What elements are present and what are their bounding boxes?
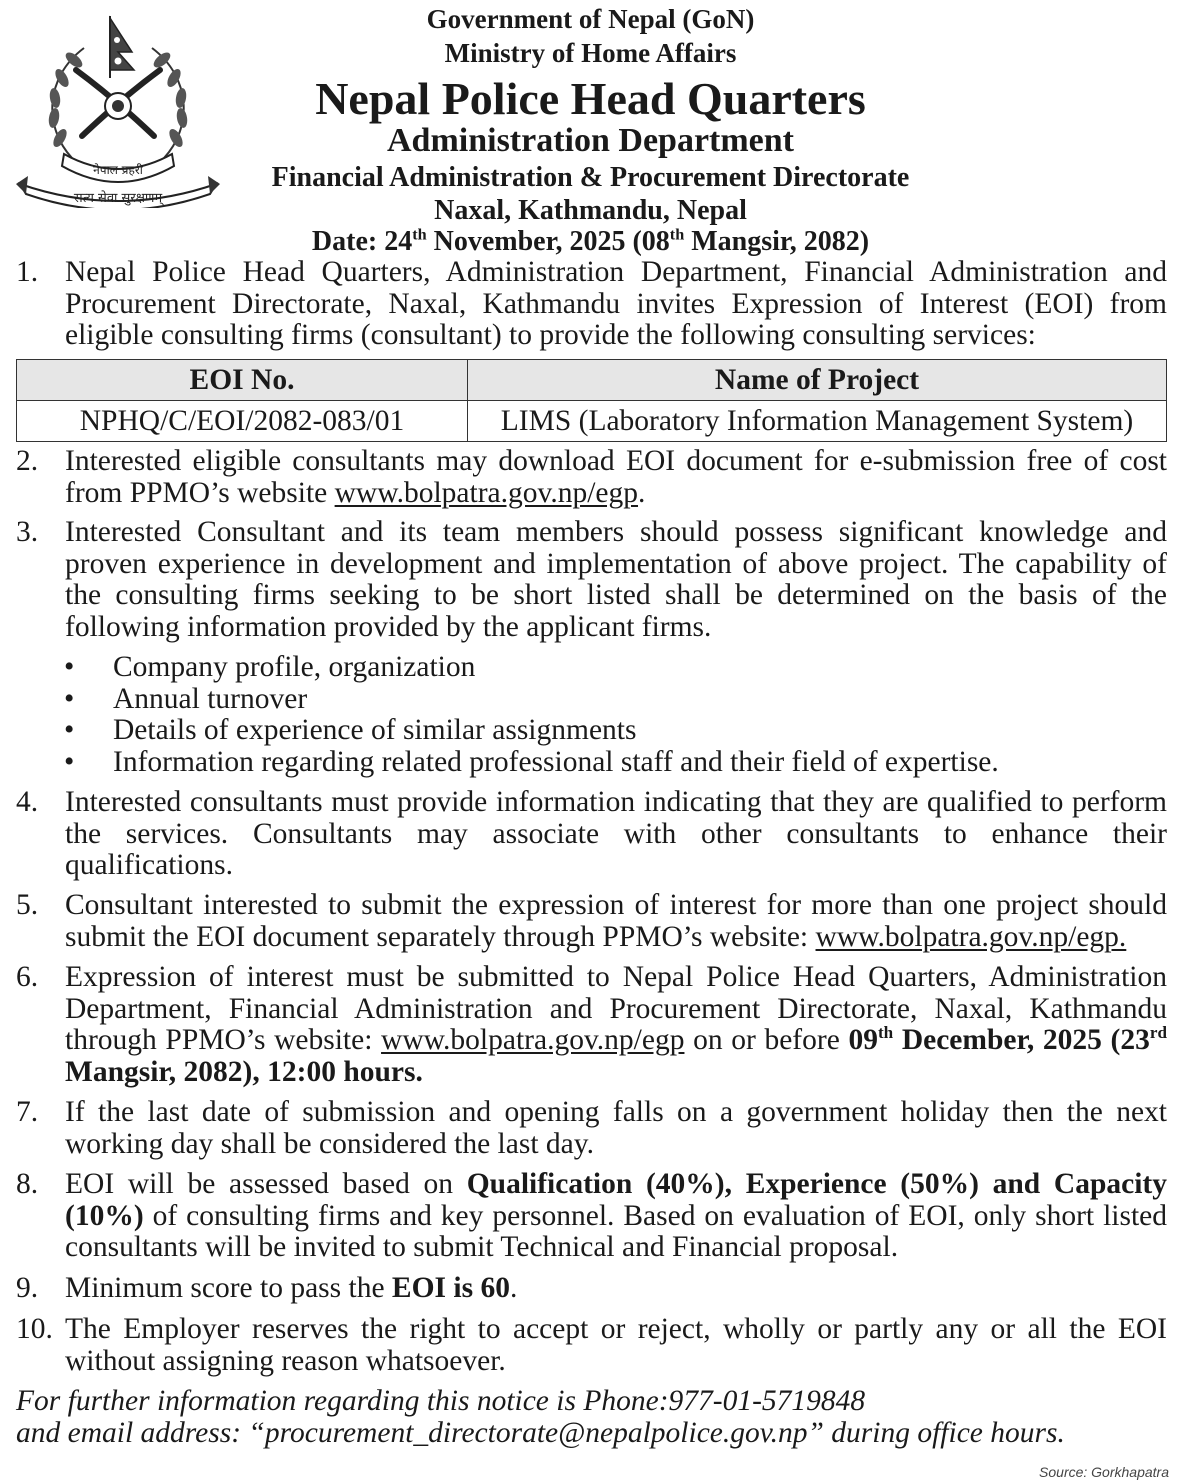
bolpatra-link[interactable]: www.bolpatra.gov.np/egp — [334, 476, 639, 509]
column-header-project: Name of Project — [468, 360, 1167, 401]
criteria-list — [64, 652, 999, 778]
table-header-row — [17, 360, 1167, 401]
project-name-cell: LIMS (Laboratory Information Management System) — [468, 401, 1167, 442]
table-row — [17, 401, 1167, 442]
list-item: • Annual turnover — [64, 682, 308, 715]
submission-deadline: 09th December, 2025 (23rd Mangsir, 2082), 12:00 hours. — [65, 1023, 1167, 1088]
date-line: Date: 24th November, 2025 (08th Mangsir, 2082) — [311, 225, 870, 257]
item-3: 3. Interested Consultant and its team members should possess significant knowledge and proven experience in development and implementation of above project. The capability of the consulting firms seeking to be short listed shall be determined on the basis of the following information provided by the applicant firms. — [16, 516, 1167, 643]
contact-phone-line: For further information regarding this notice is Phone:977-01-5719848 — [16, 1385, 866, 1417]
column-header-eoi-no: EOI No. — [17, 360, 468, 401]
item-8: 8. EOI will be assessed based on Qualification (40%), Experience (50%) and Capacity (10%) of consulting firms and key personnel. Based on evaluation of EOI, only short listed consultants will be invited to submit Technical and Financial proposal. — [16, 1168, 1167, 1263]
eoi-number-cell: NPHQ/C/EOI/2082-083/01 — [17, 401, 468, 442]
ministry-line: Ministry of Home Affairs — [444, 38, 737, 68]
list-item: • Company profile, organization — [64, 651, 476, 683]
evaluation-weights: Qualification (40%), Experience (50%) and Capacity (10%) — [65, 1168, 1167, 1232]
item-6: 6. Expression of interest must be submitted to Nepal Police Head Quarters, Administration Department, Financial Administration and Procurement Directorate, Naxal, Kathmandu through PPMO’s website: www.bolpatra.gov.np/egp on or before 09th December, 2025 (23rd Mangsir, 2082), 12:00 hours. — [16, 961, 1167, 1088]
gov-line: Government of Nepal (GoN) — [426, 4, 755, 34]
list-item: • Details of experience of similar assignments — [64, 714, 637, 746]
directorate-line: Financial Administration & Procurement Directorate — [271, 162, 910, 193]
item-7: 7. If the last date of submission and opening falls on a government holiday then the next working day shall be considered the last day. — [16, 1096, 1167, 1160]
list-item: • Information regarding related professional staff and their field of expertise. — [64, 745, 999, 778]
bolpatra-link[interactable]: www.bolpatra.gov.np/egp. — [815, 920, 1127, 953]
item-10: 10. The Employer reserves the right to accept or reject, wholly or partly any or all the EOI without assigning reason whatsoever. — [16, 1313, 1167, 1377]
emblem-ribbon-bottom: सत्य सेवा सुरक्षणम् — [73, 191, 163, 206]
page-title: Nepal Police Head Quarters — [315, 73, 866, 124]
eoi-table — [16, 359, 1167, 442]
item-9: 9. Minimum score to pass the EOI is 60. — [16, 1272, 518, 1304]
item-4: 4. Interested consultants must provide information indicating that they are qualified to perform the services. Consultants may associate with other consultants to enhance their qualifications. — [16, 786, 1167, 881]
item-1: 1. Nepal Police Head Quarters, Administration Department, Financial Administration and Procurement Directorate, Naxal, Kathmandu invites Expression of Interest (EOI) from eligible consulting firms (consultant) to provide the following consulting services: — [16, 256, 1167, 351]
source-credit: Source: Gorkhapatra — [1039, 1464, 1169, 1480]
address-line: Naxal, Kathmandu, Nepal — [434, 195, 747, 226]
department-line: Administration Department — [386, 122, 795, 159]
contact-email-line: and email address: “procurement_directorate@nepalpolice.gov.np” during office hours. — [16, 1417, 1065, 1449]
emblem-ribbon-top: नेपाल प्रहरी — [93, 163, 143, 177]
item-2: 2. Interested eligible consultants may download EOI document for e-submission free of cost from PPMO’s website www.bolpatra.gov.np/egp. — [16, 445, 1167, 509]
bolpatra-link[interactable]: www.bolpatra.gov.np/egp — [381, 1024, 685, 1056]
item-5: 5. Consultant interested to submit the expression of interest for more than one project should submit the EOI document separately through PPMO’s website: www.bolpatra.gov.np/egp. — [16, 889, 1167, 953]
minimum-score: EOI is 60 — [391, 1272, 510, 1304]
